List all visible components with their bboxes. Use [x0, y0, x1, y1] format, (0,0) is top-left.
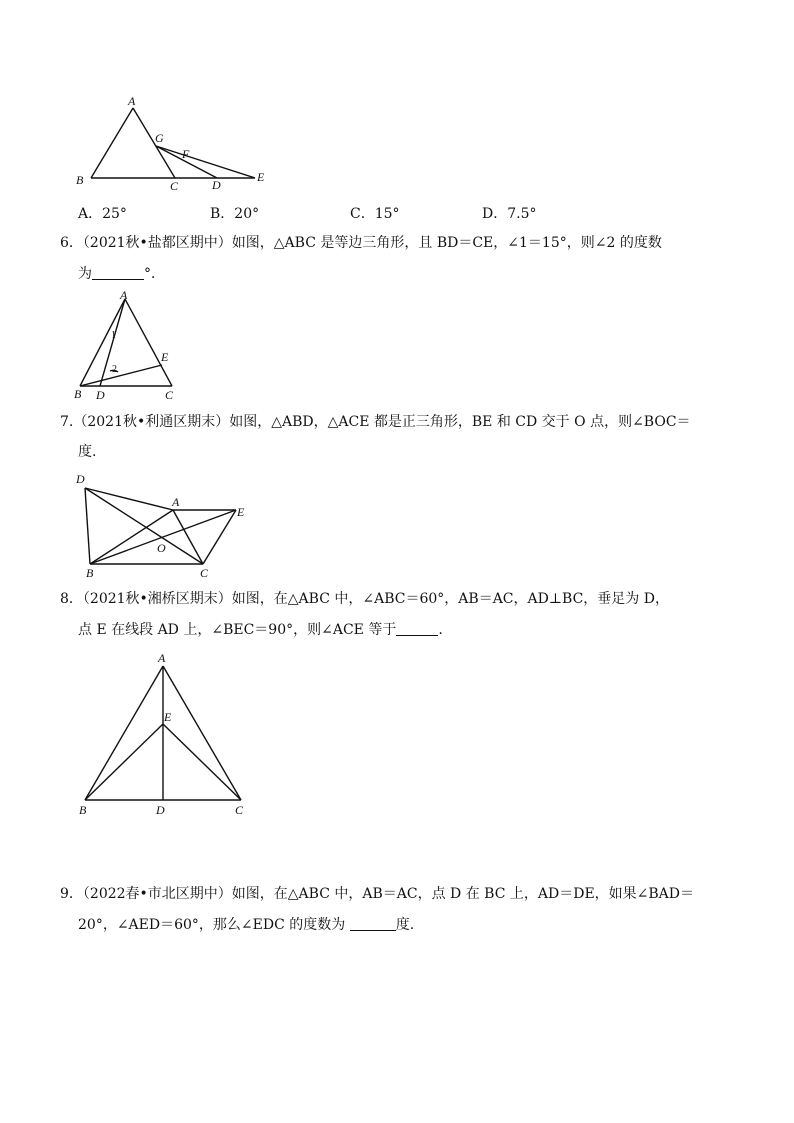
q5-triangle-diagram	[70, 92, 280, 192]
segment-da	[85, 488, 173, 510]
label-f: F	[182, 147, 190, 161]
label-c: C	[170, 179, 179, 193]
label-e: E	[164, 710, 172, 724]
label-d: D	[96, 388, 105, 402]
label-c: C	[165, 388, 174, 402]
q5-option-b: B．20°	[210, 206, 260, 222]
q6-prefix: 为	[78, 266, 92, 282]
q9-suffix: 度.	[395, 917, 415, 933]
q6-text-line2	[78, 264, 165, 284]
q7-figure	[70, 470, 260, 585]
q8-figure	[70, 648, 260, 823]
segment-ac	[173, 510, 203, 564]
q9-answer-blank[interactable]	[350, 916, 396, 931]
label-e: E	[257, 170, 265, 184]
q6-answer-blank[interactable]	[92, 265, 144, 280]
label-e: E	[237, 505, 245, 519]
q6-text-line1: 6．（2021秋•盐都区期中）如图，△ABC 是等边三角形，且 BD＝CE，∠1＝15°，则∠2 的度数	[60, 235, 662, 251]
q9-text-line1: 9．（2022春•市北区期中）如图，在△ABC 中，AB＝AC，点 D 在 BC 上，AD＝DE，如果∠BAD＝	[60, 886, 695, 902]
label-b: B	[76, 173, 84, 187]
q8-suffix: .	[438, 622, 443, 638]
segment-ac	[163, 666, 241, 800]
label-a: A	[158, 651, 166, 665]
label-d: D	[212, 178, 221, 192]
label-e: E	[161, 350, 169, 364]
q8-triangle-diagram	[70, 648, 260, 823]
label-a: A	[128, 94, 136, 108]
label-d: D	[76, 472, 85, 486]
q5-option-a: A．25°	[78, 206, 127, 222]
q6-figure	[70, 288, 190, 407]
label-a: A	[120, 288, 128, 302]
segment-db	[85, 488, 90, 564]
label-c: C	[200, 566, 209, 580]
q9-prefix: 20°，∠AED＝60°，那么∠EDC 的度数为	[78, 917, 350, 933]
label-b: B	[74, 387, 82, 401]
label-o: O	[157, 541, 166, 555]
segment-ec	[163, 724, 241, 800]
q5-option-d: D．7.5°	[482, 206, 537, 222]
q8-answer-blank[interactable]	[396, 621, 438, 636]
segment-ce	[203, 510, 236, 564]
segment-ac	[133, 108, 175, 178]
segment-ab	[80, 299, 125, 386]
q8-text-line1: 8．（2021秋•湘桥区期末）如图，在△ABC 中，∠ABC＝60°，AB＝AC，AD⊥BC，垂足为 D，	[60, 591, 669, 607]
segment-dc	[85, 488, 203, 564]
segment-be	[85, 724, 163, 800]
q9-text-line2	[78, 915, 414, 935]
segment-ge	[156, 146, 255, 178]
q5-figure	[70, 92, 280, 192]
q5-option-c: C．15°	[350, 206, 400, 222]
q6-triangle-diagram	[70, 288, 190, 407]
q8-text-line2	[78, 620, 443, 640]
q7-text-line1: 7.（2021秋•利通区期末）如图，△ABD，△ACE 都是正三角形，BE 和 CD 交于 O 点，则∠BOC＝	[60, 414, 691, 430]
label-angle-2: 2	[112, 364, 117, 375]
segment-be	[80, 365, 162, 386]
label-c: C	[235, 803, 244, 817]
label-b: B	[86, 566, 94, 580]
q7-text-line2: 度.	[78, 444, 97, 460]
label-d: D	[156, 803, 165, 817]
label-b: B	[79, 803, 87, 817]
q7-triangles-diagram	[70, 470, 260, 585]
segment-ba	[91, 108, 133, 178]
q6-suffix: °．	[144, 266, 165, 282]
segment-ab	[85, 666, 163, 800]
label-angle-1: 1	[111, 330, 116, 341]
segment-be	[90, 510, 236, 564]
label-a: A	[172, 495, 180, 509]
label-g: G	[155, 131, 164, 145]
q8-prefix: 点 E 在线段 AD 上，∠BEC＝90°，则∠ACE 等于	[78, 622, 397, 638]
